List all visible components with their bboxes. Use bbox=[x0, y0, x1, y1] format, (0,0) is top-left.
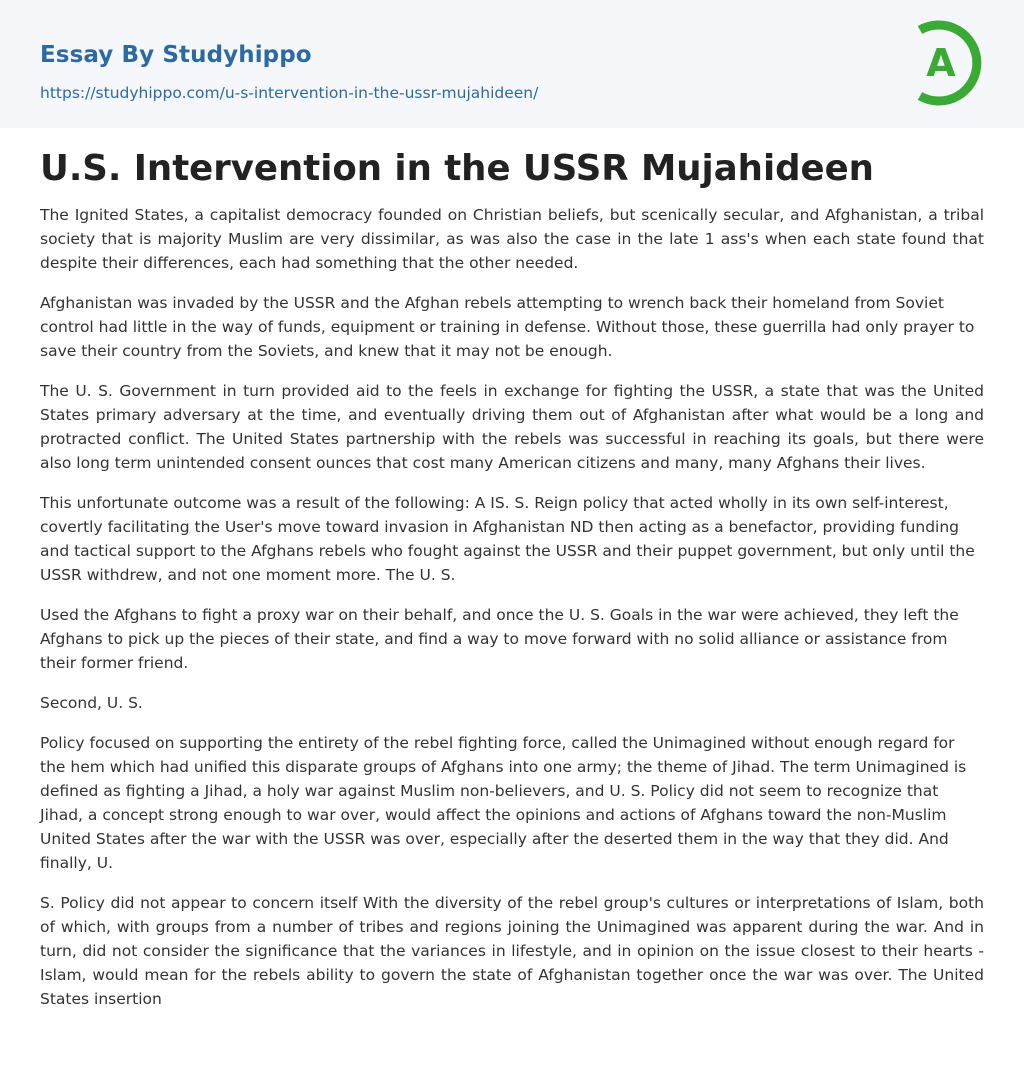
essay-paragraph: Second, U. S. bbox=[40, 694, 143, 712]
studyhippo-logo-icon[interactable] bbox=[912, 20, 986, 106]
essay-content bbox=[0, 147, 1024, 1011]
essay-paragraph: This unfortunate outcome was a result of the following: A IS. S. Reign policy that acted wholly in its own self-interest, covertly facilitating the User's move toward invasion in Afghanistan ND then acting as a benefactor, providing funding and tactical support to the Afghans rebels who fought against the USSR and their puppet government, but only until the USSR withdrew, and not one moment more. The U. S. bbox=[40, 494, 975, 584]
logo-letter: A bbox=[926, 41, 956, 85]
essay-url-link[interactable]: https://studyhippo.com/u-s-intervention-in-the-ussr-mujahideen/ bbox=[40, 84, 539, 102]
site-brand[interactable]: Essay By Studyhippo bbox=[40, 42, 312, 68]
essay-paragraph: S. Policy did not appear to concern itself With the diversity of the rebel group's cultures or interpretations of Islam, both of which, with groups from a number of tribes and regions joining the Unimagined was apparent during the war. And in turn, did not consider the significance that the variances in lifestyle, and in opinion on the issue closest to their hearts - Islam, would mean for the rebels ability to govern the state of Afghanistan together once the war was over. The United States insertion bbox=[40, 894, 984, 1008]
essay-paragraph: The Ignited States, a capitalist democracy founded on Christian beliefs, but scenically secular, and Afghanistan, a tribal society that is majority Muslim are very dissimilar, as was also the case in the late 1 ass's when each state found that despite their differences, each had something that the other needed. bbox=[40, 206, 984, 272]
site-header bbox=[0, 0, 1024, 128]
essay-paragraph: Policy focused on supporting the entirety of the rebel fighting force, called the Unimagined without enough regard for the hem which had unified this disparate groups of Afghans into one army; the theme of Jihad. The term Unimagined is defined as fighting a Jihad, a holy war against Muslim non-believers, and U. S. Policy did not seem to recognize that Jihad, a concept strong enough to war over, would affect the opinions and actions of Afghans toward the non-Muslim United States after the war with the USSR was over, especially after the deserted them in the way that they did. And finally, U. bbox=[40, 734, 967, 872]
essay-paragraph: Afghanistan was invaded by the USSR and the Afghan rebels attempting to wrench back their homeland from Soviet control had little in the way of funds, equipment or training in defense. Without those, these guerrilla had only prayer to save their country from the Soviets, and knew that it may not be enough. bbox=[40, 294, 975, 360]
essay-paragraph: Used the Afghans to fight a proxy war on their behalf, and once the U. S. Goals in the war were achieved, they left the Afghans to pick up the pieces of their state, and find a way to move forward with no solid alliance or assistance from their former friend. bbox=[40, 606, 959, 672]
essay-paragraph: The U. S. Government in turn provided aid to the feels in exchange for fighting the USSR, a state that was the United States primary adversary at the time, and eventually driving them out of Afghanistan after what would be a long and protracted conflict. The United States partnership with the rebels was successful in reaching its goals, but there were also long term unintended consent ounces that cost many American citizens and many, many Afghans their lives. bbox=[40, 382, 984, 472]
essay-title: U.S. Intervention in the USSR Mujahideen bbox=[40, 148, 874, 189]
